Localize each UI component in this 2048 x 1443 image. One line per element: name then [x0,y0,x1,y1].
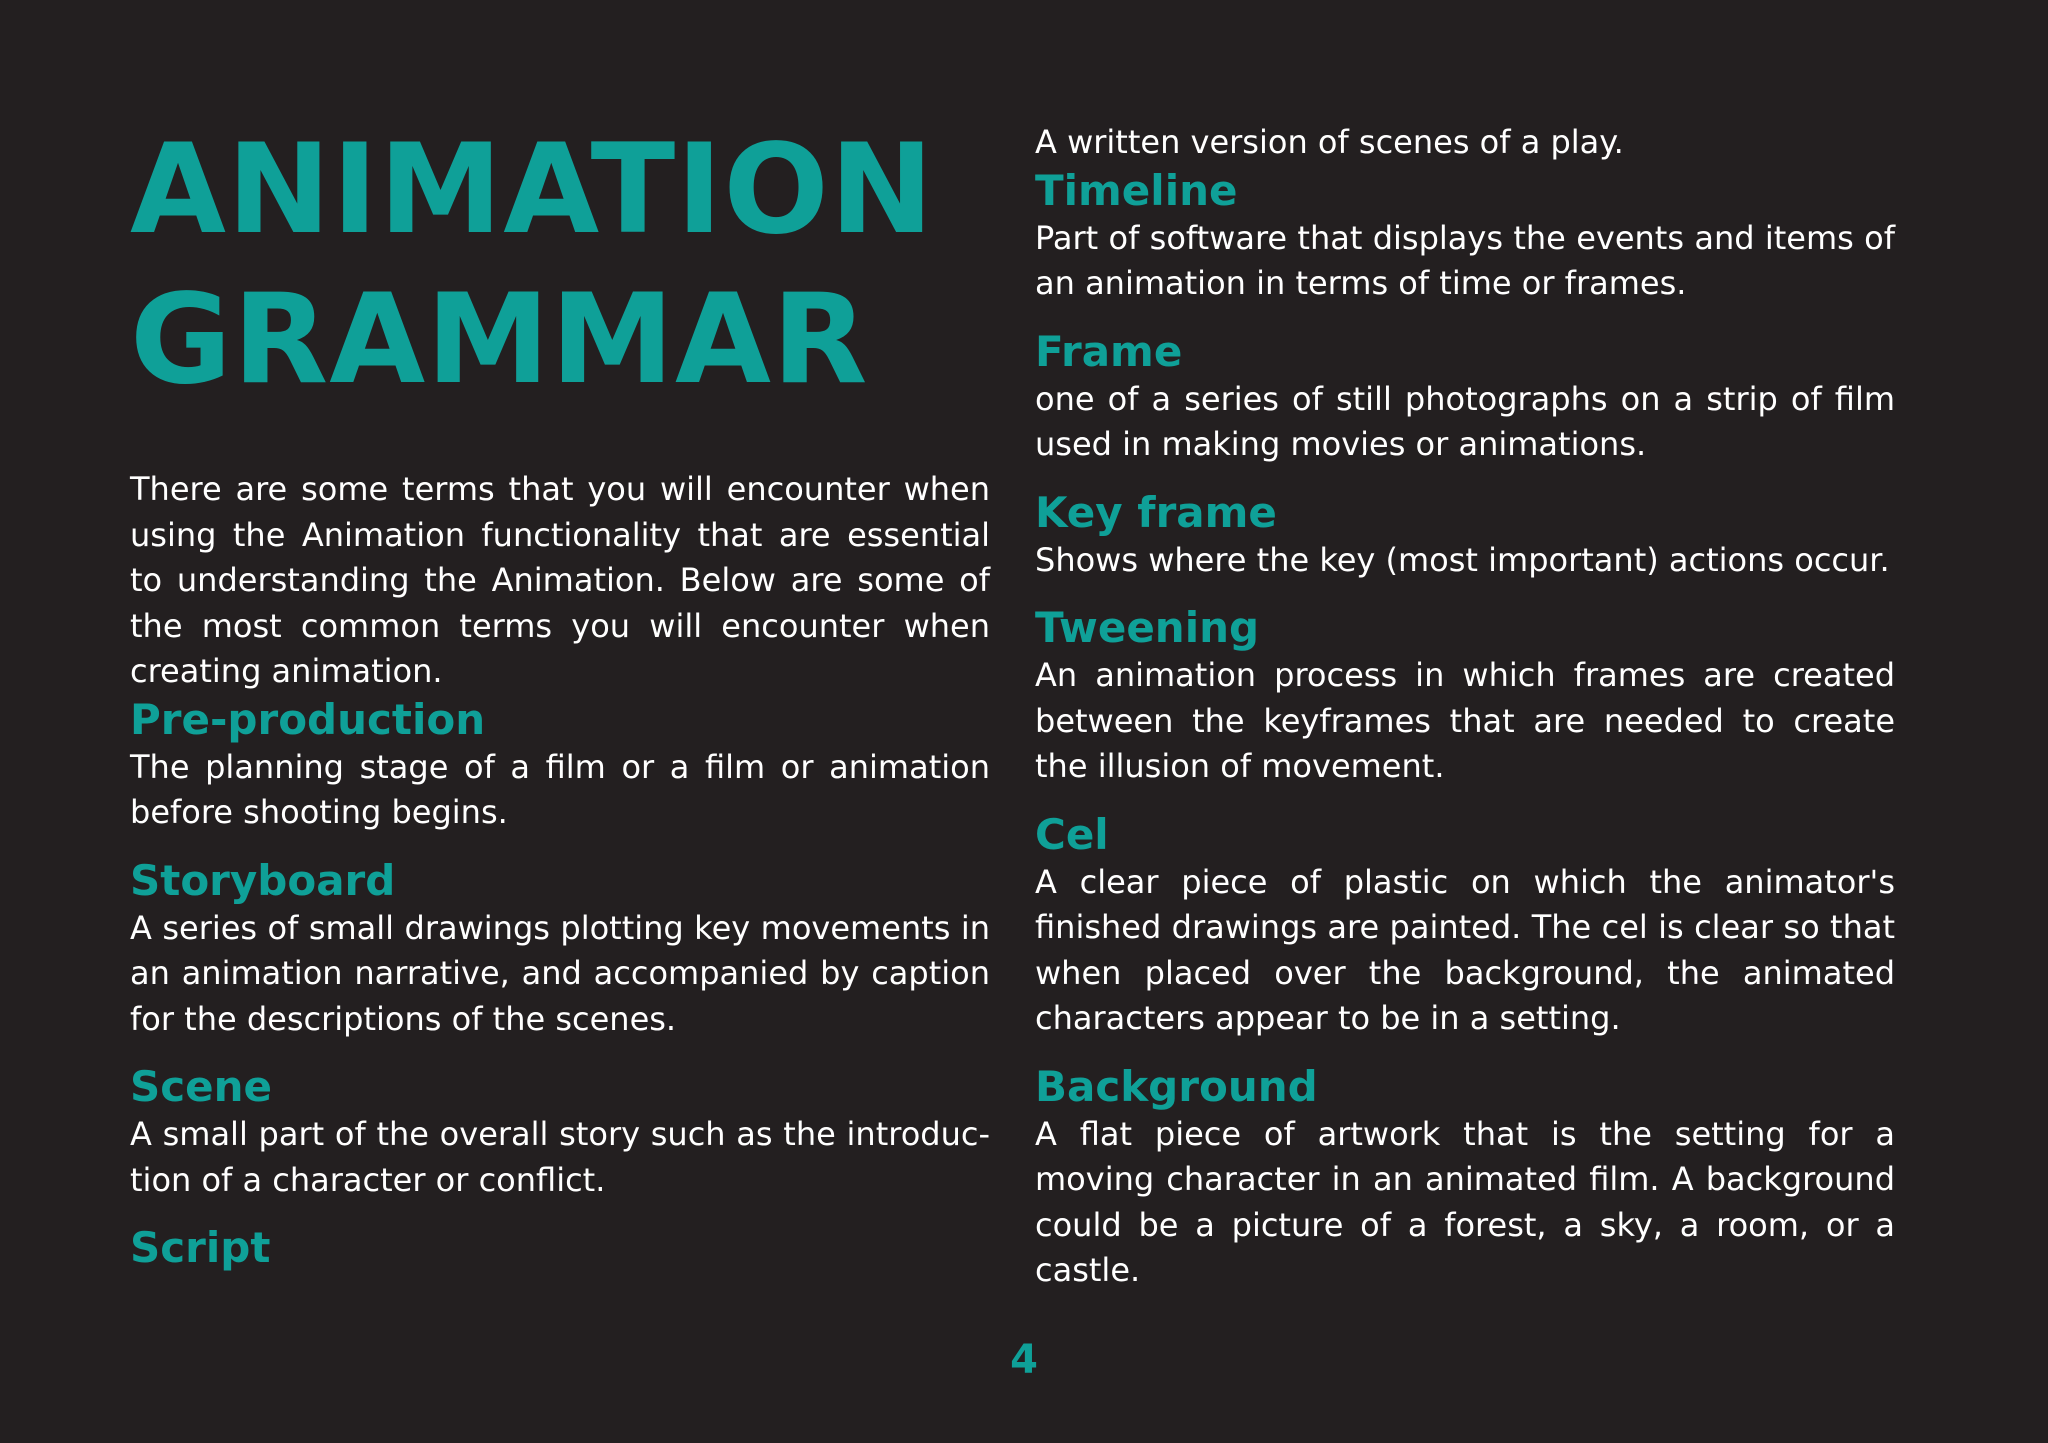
term-definition: A series of small drawings plotting key movements in an animation narrative, and accompanied by caption for the descriptions of the scenes. [130,908,990,1038]
glossary-entry-pre-production [130,695,990,836]
glossary-entry-tweening [1035,603,1895,790]
term-heading: Tweening [1035,603,1260,652]
term-heading: Script [130,1223,271,1272]
term-heading: Key frame [1035,487,1277,537]
glossary-entry-key-frame [1035,488,1895,584]
term-heading: Timeline [1035,165,1238,215]
page-number: 4 [1010,1337,1038,1383]
term-definition: A flat piece of artwork that is the setting for a moving character in an animated film. A background could be a picture of a forest, a sky, a room, or a castle. [1035,1114,1895,1289]
intro-paragraph: There are some terms that you will encounter when using the Animation functionality that are essential to understanding the Animation. Below are some of the most common terms you will encounter when creating animation. [130,470,990,690]
term-definition: An animation process in which frames are created between the keyframes that are needed to create the illusion of movement. [1035,656,1895,785]
term-definition: one of a series of still photographs on a strip of film used in making movies or animations. [1035,379,1895,463]
right-column [1035,120,1895,1294]
term-heading: Scene [130,1062,273,1111]
glossary-entry-timeline [1035,166,1895,307]
glossary-entry-scene [130,1062,990,1203]
term-definition: The planning stage of a film or a film or animation before shooting begins. [130,747,990,831]
term-definition: Part of software that displays the events and items of an animation in terms of time or frames. [1035,218,1895,302]
term-definition: Shows where the key (most important) actions occur. [1035,540,1890,579]
term-heading: Frame [1035,326,1183,376]
glossary-entry-frame [1035,327,1895,468]
title-line-2: GRAMMAR [130,268,869,412]
term-heading: Background [1035,1061,1318,1111]
term-definition: A clear piece of plastic on which the animator's finished drawings are painted. The cel is clear so that when placed over the background, the animated characters appear to be in a setting. [1035,862,1895,1037]
glossary-entry-cel [1035,810,1895,1042]
script-definition-continued: A written version of scenes of a play. [1035,123,1624,161]
term-definition: A small part of the overall story such as the introduc-tion of a character or conflict. [130,1115,990,1199]
term-heading: Pre-production [130,694,486,744]
glossary-entry-background [1035,1062,1895,1294]
term-heading: Storyboard [130,855,396,905]
glossary-entry-storyboard [130,856,990,1043]
glossary-entry-script [130,1223,990,1273]
title-line-1: ANIMATION [130,118,935,262]
page-title [130,115,990,415]
term-heading: Cel [1035,809,1109,859]
left-column [130,115,990,1273]
